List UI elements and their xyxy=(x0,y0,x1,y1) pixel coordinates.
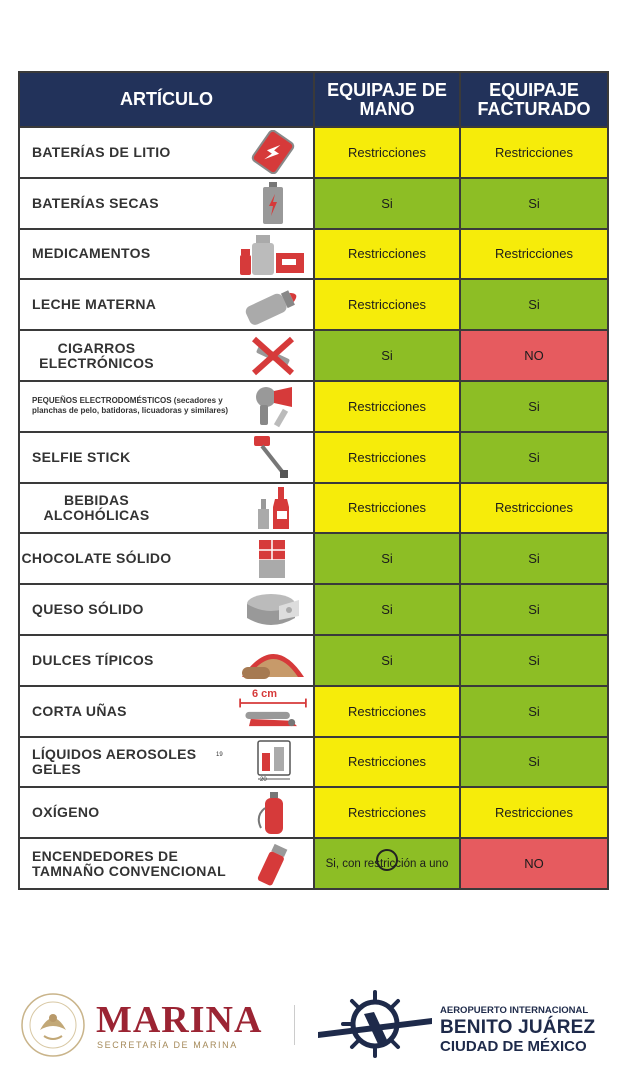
articulo-name: CIGARROS ELECTRÓNICOS xyxy=(39,339,154,371)
table-row xyxy=(20,583,607,634)
table-row xyxy=(20,278,607,329)
equipaje-mano-cell: Restricciones xyxy=(315,788,461,837)
equipaje-facturado-cell: Restricciones xyxy=(461,788,607,837)
articulo-name: BATERÍAS SECAS xyxy=(32,194,159,211)
equipaje-mano-cell: Si, con restricción a uno xyxy=(315,839,461,888)
table-row xyxy=(20,634,607,685)
equipaje-mano-cell: Restricciones xyxy=(315,280,461,329)
equipaje-facturado-cell: Si xyxy=(461,433,607,482)
articulo-cell xyxy=(20,585,315,634)
table-row xyxy=(20,228,607,279)
equipaje-mano-cell: Restricciones xyxy=(315,433,461,482)
mexico-seal-icon xyxy=(20,992,86,1058)
articulo-cell xyxy=(20,128,315,177)
articulo-name: PEQUEÑOS ELECTRODOMÉSTICOS (secadores y planchas de pelo, batidoras, licuadoras y similares) xyxy=(32,396,229,416)
equipaje-mano-cell: Si xyxy=(315,534,461,583)
articulo-cell xyxy=(20,636,315,685)
candy-icon xyxy=(233,637,313,683)
table-row xyxy=(20,786,607,837)
equipaje-facturado-cell: Si xyxy=(461,636,607,685)
marina-title: MARINA xyxy=(96,999,263,1041)
articulo-cell xyxy=(20,331,315,380)
equipaje-mano-cell: Restricciones xyxy=(315,382,461,431)
aicm-line1: AEROPUERTO INTERNACIONAL xyxy=(440,1005,589,1016)
articulo-name: BATERÍAS DE LITIO xyxy=(32,143,171,160)
articulo-cell xyxy=(20,230,315,279)
medicine-icon xyxy=(233,231,313,277)
articulo-cell xyxy=(20,382,315,431)
dry-battery-icon xyxy=(233,180,313,226)
articulo-cell xyxy=(20,179,315,228)
header-articulo: ARTÍCULO xyxy=(20,73,315,126)
articulo-name: CORTA UÑAS xyxy=(32,702,127,719)
equipaje-mano-cell: Si xyxy=(315,585,461,634)
table-row xyxy=(20,431,607,482)
highlight-circle xyxy=(376,849,398,871)
articulo-name: LÍQUIDOS AEROSOLES GELES xyxy=(32,745,197,777)
equipaje-mano-cell: Restricciones xyxy=(315,484,461,533)
equipaje-mano-cell: Restricciones xyxy=(315,128,461,177)
equipaje-facturado-cell: Si xyxy=(461,585,607,634)
lighter-icon xyxy=(233,841,313,887)
articulo-cell xyxy=(20,738,315,787)
articulo-name: SELFIE STICK xyxy=(32,448,131,465)
aicm-ship-wheel-icon xyxy=(316,988,434,1058)
equipaje-mano-cell: Si xyxy=(315,636,461,685)
equipaje-facturado-cell: Si xyxy=(461,687,607,736)
articulo-cell xyxy=(20,433,315,482)
articulo-cell xyxy=(20,280,315,329)
equipaje-mano-cell: Si xyxy=(315,331,461,380)
articulo-name: DULCES TÍPICOS xyxy=(32,651,154,668)
header-equipaje-mano: EQUIPAJE DE MANO xyxy=(315,73,461,126)
table-row xyxy=(20,126,607,177)
hair-dryer-icon xyxy=(233,383,313,429)
articulo-name: QUESO SÓLIDO xyxy=(32,601,144,618)
equipaje-facturado-cell: Si xyxy=(461,534,607,583)
equipaje-facturado-cell: Restricciones xyxy=(461,230,607,279)
equipaje-facturado-cell: Si xyxy=(461,179,607,228)
equipaje-facturado-cell: NO xyxy=(461,331,607,380)
table-row xyxy=(20,329,607,380)
table-header xyxy=(20,73,607,126)
table-row xyxy=(20,736,607,787)
equipaje-mano-cell: Restricciones xyxy=(315,687,461,736)
articulo-name: OXÍGENO xyxy=(32,804,100,821)
lithium-battery-icon xyxy=(233,129,313,175)
table-row xyxy=(20,532,607,583)
articulo-name: MEDICAMENTOS xyxy=(32,245,151,262)
measure-height-label: 19 xyxy=(216,751,223,758)
measure-label: 6 cm xyxy=(252,687,278,700)
equipaje-mano-cell: Restricciones xyxy=(315,738,461,787)
equipaje-mano-cell: Restricciones xyxy=(315,230,461,279)
liquids-bag-icon xyxy=(233,739,313,785)
marina-subtitle: SECRETARÍA DE MARINA xyxy=(97,1040,238,1050)
table-row xyxy=(20,837,607,888)
articulo-cell xyxy=(20,687,315,736)
aicm-line3: CIUDAD DE MÉXICO xyxy=(440,1038,587,1055)
measure-width-label: 20 xyxy=(260,776,267,783)
equipaje-facturado-cell: Restricciones xyxy=(461,128,607,177)
equipaje-mano-cell: Si xyxy=(315,179,461,228)
articulo-name: ENCENDEDORES DE TAMNAÑO CONVENCIONAL xyxy=(32,847,226,879)
table-row xyxy=(20,177,607,228)
articulo-name: BEBIDAS ALCOHÓLICAS xyxy=(43,491,150,523)
chocolate-icon xyxy=(233,536,313,582)
equipaje-facturado-cell: Si xyxy=(461,738,607,787)
equipaje-facturado-cell: Si xyxy=(461,280,607,329)
table-row xyxy=(20,380,607,431)
articulo-name: CHOCOLATE SÓLIDO xyxy=(21,550,172,567)
oxygen-tank-icon xyxy=(233,790,313,836)
table-row xyxy=(20,685,607,736)
equipaje-facturado-cell: Restricciones xyxy=(461,484,607,533)
header-equipaje-facturado: EQUIPAJE FACTURADO xyxy=(477,79,591,119)
articulo-cell xyxy=(20,788,315,837)
articulo-cell xyxy=(20,839,315,888)
bottles-icon xyxy=(233,485,313,531)
equipaje-facturado-cell: Si xyxy=(461,382,607,431)
articulo-cell xyxy=(20,484,315,533)
articulo-cell xyxy=(20,534,315,583)
equipaje-facturado-cell: NO xyxy=(461,839,607,888)
e-cigarette-icon xyxy=(233,333,313,379)
baby-bottle-icon xyxy=(233,282,313,328)
aicm-line2: BENITO JUÁREZ xyxy=(440,1017,596,1038)
restrictions-table xyxy=(18,71,609,890)
footer-divider xyxy=(294,1005,295,1045)
table-body xyxy=(20,126,607,888)
selfie-stick-icon xyxy=(233,434,313,480)
articulo-name: LECHE MATERNA xyxy=(32,296,157,313)
cheese-icon xyxy=(233,587,313,633)
table-row xyxy=(20,482,607,533)
